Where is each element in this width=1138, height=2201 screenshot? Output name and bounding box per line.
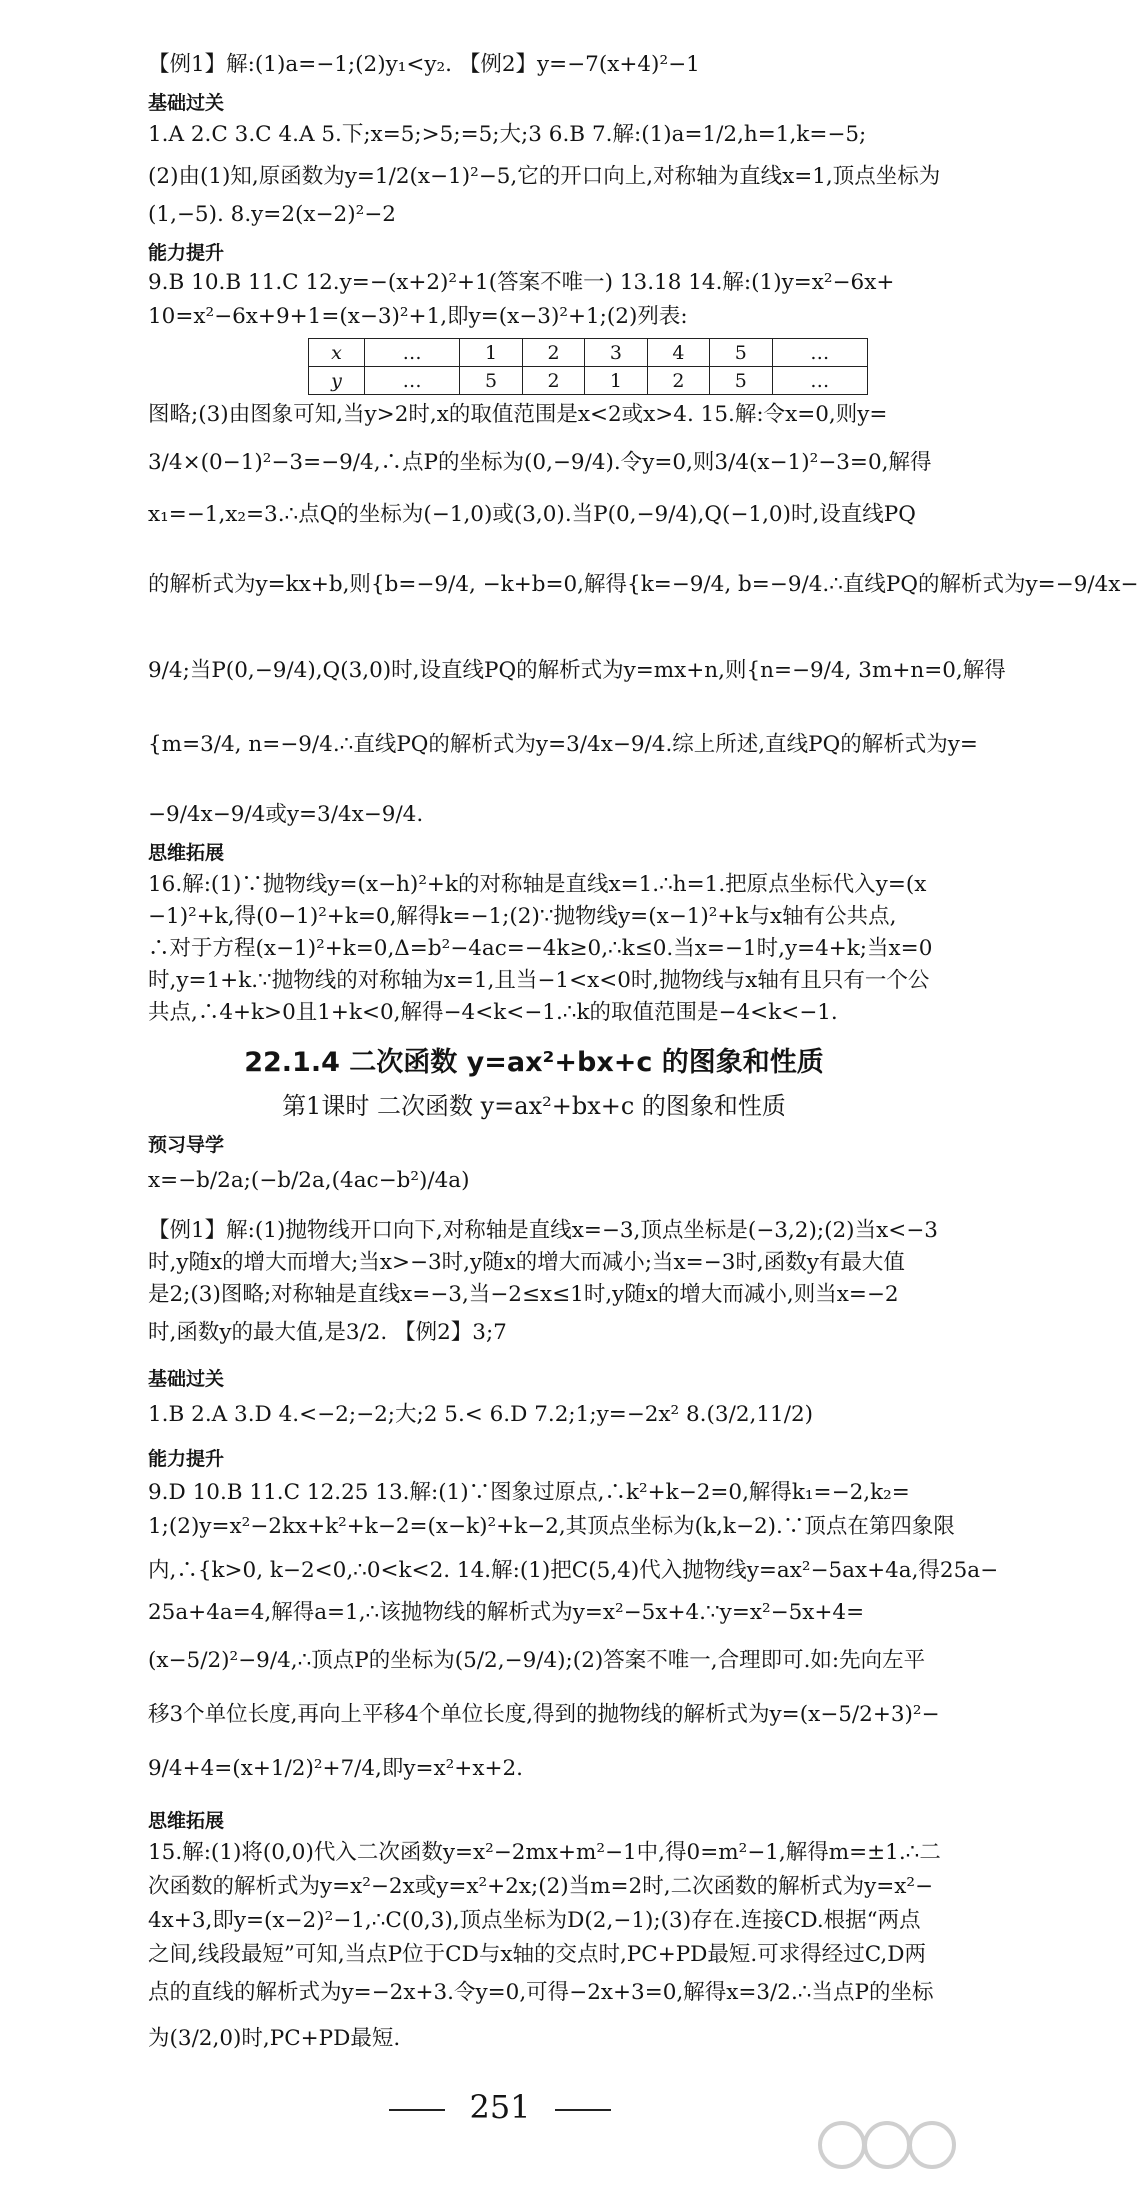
- table-cell: 5: [460, 367, 522, 395]
- table-cell: 5: [710, 367, 772, 395]
- text-line: 移3个单位长度,再向上平移4个单位长度,得到的抛物线的解析式为y=(x−5/2+3)²−: [148, 1702, 940, 1727]
- text-line: 4x+3,即y=(x−2)²−1,∴C(0,3),顶点坐标为D(2,−1);(3)存在.连接CD.根据“两点: [148, 1908, 921, 1933]
- table-cell: 1: [460, 339, 522, 367]
- text-line: 为(3/2,0)时,PC+PD最短.: [148, 2026, 401, 2051]
- watermark-logo-icon: [812, 2113, 962, 2183]
- text-line: 1.A 2.C 3.C 4.A 5.下;x=5;>5;=5;大;3 6.B 7.解:(1)a=1/2,h=1,k=−5;: [148, 122, 867, 147]
- section-heading-basic: 基础过关: [148, 92, 225, 114]
- text-line: 时,y随x的增大而增大;当x>−3时,y随x的增大而减小;当x=−3时,函数y有最大值: [148, 1250, 905, 1275]
- section-heading-basic-2: 基础过关: [148, 1368, 225, 1390]
- text-line: 1.B 2.A 3.D 4.<−2;−2;大;2 5.< 6.D 7.2;1;y=−2x² 8.(3/2,11/2): [148, 1402, 814, 1427]
- text-line: (2)由(1)知,原函数为y=1/2(x−1)²−5,它的开口向上,对称轴为直线x=1,顶点坐标为: [148, 164, 941, 189]
- text-line: {m=3/4, n=−9/4.∴直线PQ的解析式为y=3/4x−9/4.综上所述,直线PQ的解析式为y=: [148, 732, 978, 757]
- section-heading-extension: 思维拓展: [148, 842, 225, 864]
- text-line: 图略;(3)由图象可知,当y>2时,x的取值范围是x<2或x>4. 15.解:令x=0,则y=: [148, 402, 888, 427]
- section-heading-ability: 能力提升: [148, 242, 225, 264]
- text-line: 共点,∴4+k>0且1+k<0,解得−4<k<−1.∴k的取值范围是−4<k<−1.: [148, 1000, 838, 1025]
- text-line: 是2;(3)图略;对称轴是直线x=−3,当−2≤x≤1时,y随x的增大而减小,则当x=−2: [148, 1282, 899, 1307]
- text-line: 10=x²−6x+9+1=(x−3)²+1,即y=(x−3)²+1;(2)列表:: [148, 304, 688, 329]
- text-line: 时,y=1+k.∵抛物线的对称轴为x=1,且当−1<x<0时,抛物线与x轴有且只有一个公: [148, 968, 930, 993]
- text-line: 15.解:(1)将(0,0)代入二次函数y=x²−2mx+m²−1中,得0=m²−1,解得m=±1.∴二: [148, 1840, 941, 1865]
- text-line: −9/4x−9/4或y=3/4x−9/4.: [148, 802, 424, 827]
- table-cell: 5: [710, 339, 772, 367]
- table-cell: y: [309, 367, 365, 395]
- text-line: 9/4;当P(0,−9/4),Q(3,0)时,设直线PQ的解析式为y=mx+n,则{n=−9/4, 3m+n=0,解得: [148, 658, 1006, 683]
- lesson-subtitle: 第1课时 二次函数 y=ax²+bx+c 的图象和性质: [282, 1092, 786, 1120]
- table-cell: 4: [647, 339, 709, 367]
- section-heading-ability-2: 能力提升: [148, 1448, 225, 1470]
- table-cell: …: [772, 367, 867, 395]
- text-line: 3/4×(0−1)²−3=−9/4,∴点P的坐标为(0,−9/4).令y=0,则3/4(x−1)²−3=0,解得: [148, 450, 932, 475]
- text-line: 25a+4a=4,解得a=1,∴该抛物线的解析式为y=x²−5x+4.∵y=x²−5x+4=: [148, 1600, 865, 1625]
- text-line: 9/4+4=(x+1/2)²+7/4,即y=x²+x+2.: [148, 1756, 523, 1781]
- table-row-y: [309, 367, 868, 395]
- text-line: 1;(2)y=x²−2kx+k²+k−2=(x−k)²+k−2,其顶点坐标为(k,k−2).∵顶点在第四象限: [148, 1514, 955, 1539]
- text-line: x=−b/2a;(−b/2a,(4ac−b²)/4a): [148, 1168, 470, 1193]
- text-line: 次函数的解析式为y=x²−2x或y=x²+2x;(2)当m=2时,二次函数的解析式为y=x²−: [148, 1874, 933, 1899]
- text-line: 内,∴{k>0, k−2<0,∴0<k<2. 14.解:(1)把C(5,4)代入抛物线y=ax²−5ax+4a,得25a−: [148, 1558, 999, 1583]
- table-cell: …: [364, 339, 459, 367]
- section-heading-preview: 预习导学: [148, 1134, 225, 1156]
- text-line: 时,函数y的最大值,是3/2. 【例2】3;7: [148, 1320, 507, 1345]
- table-cell: 2: [647, 367, 709, 395]
- table-row-x: [309, 339, 868, 367]
- table-cell: 3: [585, 339, 647, 367]
- text-line: ∴对于方程(x−1)²+k=0,Δ=b²−4ac=−4k≥0,∴k≤0.当x=−1时,y=4+k;当x=0: [148, 936, 933, 961]
- table-cell: 1: [585, 367, 647, 395]
- table-cell: 2: [522, 339, 584, 367]
- text-line: (1,−5). 8.y=2(x−2)²−2: [148, 202, 396, 227]
- table-cell: …: [364, 367, 459, 395]
- text-line: 点的直线的解析式为y=−2x+3.令y=0,可得−2x+3=0,解得x=3/2.∴当点P的坐标: [148, 1980, 934, 2005]
- text-line: 16.解:(1)∵抛物线y=(x−h)²+k的对称轴是直线x=1.∴h=1.把原点坐标代入y=(x: [148, 872, 927, 897]
- text-line: x₁=−1,x₂=3.∴点Q的坐标为(−1,0)或(3,0).当P(0,−9/4),Q(−1,0)时,设直线PQ: [148, 502, 916, 527]
- page-number-dash-left: [389, 2109, 445, 2111]
- text-line: 9.B 10.B 11.C 12.y=−(x+2)²+1(答案不唯一) 13.18 14.解:(1)y=x²−6x+: [148, 270, 895, 295]
- example-answers-line: 【例1】解:(1)a=−1;(2)y₁<y₂. 【例2】y=−7(x+4)²−1: [148, 52, 700, 77]
- text-line: 的解析式为y=kx+b,则{b=−9/4, −k+b=0,解得{k=−9/4, b=−9/4.∴直线PQ的解析式为y=−9/4x−: [148, 572, 1138, 597]
- text-line: 9.D 10.B 11.C 12.25 13.解:(1)∵图象过原点,∴k²+k−2=0,解得k₁=−2,k₂=: [148, 1480, 910, 1505]
- page-number-text: 251: [469, 2088, 531, 2126]
- table-cell: …: [772, 339, 867, 367]
- text-line: (x−5/2)²−9/4,∴顶点P的坐标为(5/2,−9/4);(2)答案不唯一,合理即可.如:先向左平: [148, 1648, 926, 1673]
- lesson-title: 22.1.4 二次函数 y=ax²+bx+c 的图象和性质: [244, 1047, 824, 1078]
- table-cell: x: [309, 339, 365, 367]
- text-line: −1)²+k,得(0−1)²+k=0,解得k=−1;(2)∵抛物线y=(x−1)²+k与x轴有公共点,: [148, 904, 897, 929]
- text-line: 【例1】解:(1)抛物线开口向下,对称轴是直线x=−3,顶点坐标是(−3,2);(2)当x<−3: [148, 1218, 938, 1243]
- page-number-dash-right: [555, 2109, 611, 2111]
- table-cell: 2: [522, 367, 584, 395]
- value-table: [308, 338, 868, 395]
- text-line: 之间,线段最短”可知,当点P位于CD与x轴的交点时,PC+PD最短.可求得经过C,D两: [148, 1942, 927, 1967]
- section-heading-extension-2: 思维拓展: [148, 1810, 225, 1832]
